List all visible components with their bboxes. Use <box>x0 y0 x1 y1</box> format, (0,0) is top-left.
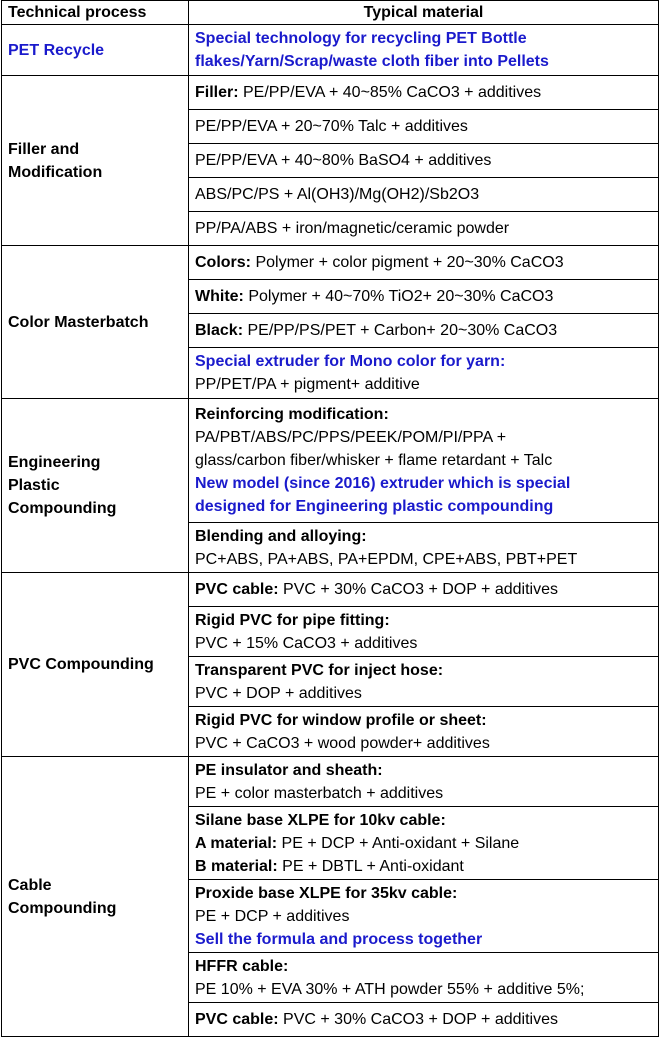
transparent-hose-text: PVC + DOP + additives <box>195 684 362 702</box>
pet-line-2: flakes/Yarn/Scrap/waste cloth fiber into Pellets <box>195 53 549 70</box>
new-model-line-1: New model (since 2016) extruder which is special <box>195 475 571 492</box>
header-row <box>2 1 659 25</box>
pvc-material-1 <box>189 573 659 607</box>
hffr-text: PE 10% + EVA 30% + ATH powder 55% + additive 5%; <box>195 980 585 998</box>
white-text: Polymer + 40~70% TiO2+ 20~30% CaCO3 <box>243 288 554 305</box>
pvc-cable-label: PVC cable: <box>195 581 279 598</box>
cable-compounding-label <box>2 757 189 1037</box>
eng-name-line-1: Engineering <box>8 454 101 471</box>
filler-material-4: ABS/PC/PS + Al(OH3)/Mg(OH2)/Sb2O3 <box>189 178 659 212</box>
mono-color-text: PP/PET/PA + pigment+ additive <box>195 376 420 393</box>
filler-modification-label <box>2 76 189 246</box>
reinforcing-line-3: glass/carbon fiber/whisker + flame retardant + Talc <box>195 452 553 469</box>
pvc-material-2 <box>189 607 659 657</box>
cable-pvc-text: PVC + 30% CaCO3 + DOP + additives <box>278 1011 558 1028</box>
cable-material-1 <box>189 757 659 807</box>
pet-line-1: Special technology for recycling PET Bottle <box>195 30 527 47</box>
filler-name-line-2: Modification <box>8 163 103 181</box>
a-material-text: PE + DCP + Anti-oxidant + Silane <box>277 834 520 852</box>
cable-material-3 <box>189 880 659 953</box>
cable-row-1 <box>2 757 659 807</box>
eng-name-line-3: Compounding <box>8 500 117 517</box>
color-row-1 <box>2 246 659 280</box>
filler-label: Filler: <box>195 84 239 101</box>
reinforcing-line-2: PA/PBT/ABS/PC/PPS/PEEK/POM/PI/PPA + <box>195 429 507 446</box>
pe-insulator-text: PE + color masterbatch + additives <box>195 784 444 802</box>
pe-insulator-title: PE insulator and sheath: <box>195 761 383 779</box>
pet-row <box>2 25 659 76</box>
proxide-xlpe-title: Proxide base XLPE for 35kv cable: <box>195 884 458 902</box>
color-material-1 <box>189 246 659 280</box>
window-profile-title: Rigid PVC for window profile or sheet: <box>195 711 487 729</box>
cable-material-2 <box>189 807 659 880</box>
cable-name-line-1: Cable <box>8 876 52 894</box>
cable-material-5 <box>189 1003 659 1037</box>
eng-material-2 <box>189 523 659 573</box>
black-label: Black: <box>195 322 244 339</box>
b-material-label: B material: <box>195 857 278 875</box>
blending-text: PC+ABS, PA+ABS, PA+EPDM, CPE+ABS, PBT+PET <box>195 550 578 568</box>
a-material-line <box>195 832 652 855</box>
window-profile-text: PVC + CaCO3 + wood powder+ additives <box>195 734 490 752</box>
blending-title: Blending and alloying: <box>195 527 367 545</box>
eng-name-line-2: Plastic <box>8 477 60 494</box>
white-label: White: <box>195 288 244 305</box>
b-material-line <box>195 855 652 878</box>
header-technical-process: Technical process <box>2 1 189 25</box>
filler-material-5: PP/PA/ABS + iron/magnetic/ceramic powder <box>189 212 659 246</box>
a-material-label: A material: <box>195 834 278 852</box>
pet-recycle-material <box>189 25 659 76</box>
silane-xlpe-title: Silane base XLPE for 10kv cable: <box>195 811 446 829</box>
filler-material-1 <box>189 76 659 110</box>
cable-pvc-label: PVC cable: <box>195 1011 279 1028</box>
eng-material-1 <box>189 399 659 523</box>
sell-formula-note: Sell the formula and process together <box>195 930 483 948</box>
engineering-plastic-label <box>2 399 189 573</box>
reinforcing-title: Reinforcing modification: <box>195 406 389 423</box>
filler-material-3: PE/PP/EVA + 40~80% BaSO4 + additives <box>189 144 659 178</box>
b-material-text: PE + DBTL + Anti-oxidant <box>277 857 464 875</box>
filler-row-1 <box>2 76 659 110</box>
rigid-pipe-title: Rigid PVC for pipe fitting: <box>195 611 390 629</box>
hffr-title: HFFR cable: <box>195 957 289 975</box>
cable-name-line-2: Compounding <box>8 899 117 917</box>
process-material-table <box>1 0 659 1037</box>
color-material-4 <box>189 348 659 399</box>
colors-label: Colors: <box>195 254 251 271</box>
proxide-xlpe-text: PE + DCP + additives <box>195 907 350 925</box>
transparent-hose-title: Transparent PVC for inject hose: <box>195 661 444 679</box>
color-masterbatch-label: Color Masterbatch <box>2 246 189 399</box>
new-model-line-2: designed for Engineering plastic compounding <box>195 498 554 515</box>
black-text: PE/PP/PS/PET + Carbon+ 20~30% CaCO3 <box>243 322 558 339</box>
header-typical-material: Typical material <box>189 1 659 25</box>
pvc-compounding-label: PVC Compounding <box>2 573 189 757</box>
filler-name-line-1: Filler and <box>8 140 80 158</box>
pvc-row-1 <box>2 573 659 607</box>
rigid-pipe-text: PVC + 15% CaCO3 + additives <box>195 634 418 652</box>
mono-color-title: Special extruder for Mono color for yarn: <box>195 353 506 370</box>
eng-row-1 <box>2 399 659 523</box>
color-material-3 <box>189 314 659 348</box>
pvc-material-4 <box>189 707 659 757</box>
pet-recycle-label: PET Recycle <box>2 25 189 76</box>
pvc-material-3 <box>189 657 659 707</box>
pvc-cable-text: PVC + 30% CaCO3 + DOP + additives <box>278 581 558 598</box>
filler-material-2: PE/PP/EVA + 20~70% Talc + additives <box>189 110 659 144</box>
color-material-2 <box>189 280 659 314</box>
cable-material-4 <box>189 953 659 1003</box>
filler-text: PE/PP/EVA + 40~85% CaCO3 + additives <box>238 84 542 101</box>
colors-text: Polymer + color pigment + 20~30% CaCO3 <box>251 254 564 271</box>
